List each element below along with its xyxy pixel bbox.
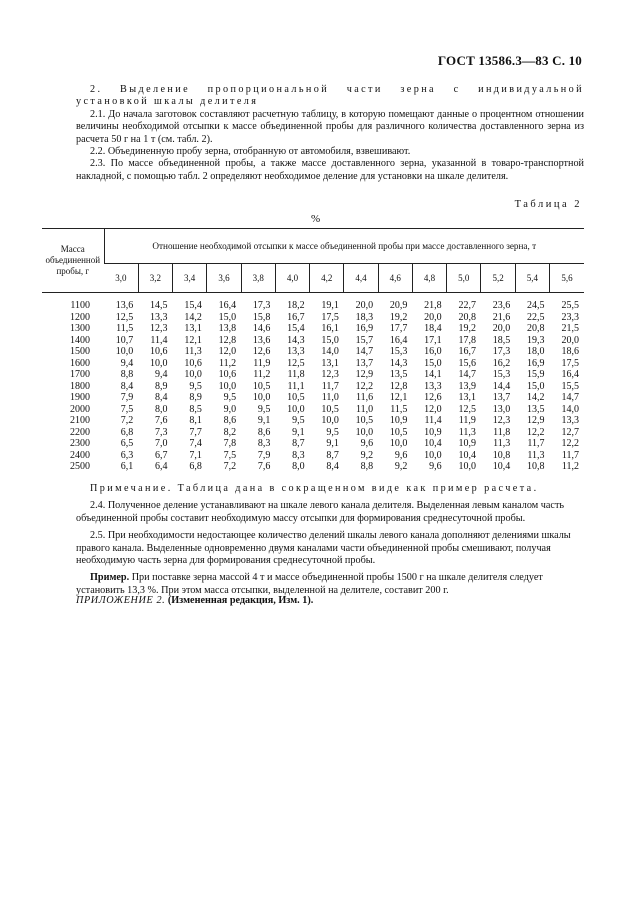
ratio-cell: 12,2 (355, 380, 374, 392)
ratio-cell: 9,1 (292, 426, 305, 438)
table-row (42, 438, 584, 450)
mass-cell: 1300 (70, 323, 91, 334)
mass-cell: 2500 (70, 461, 91, 472)
ratio-cell: 10,4 (492, 461, 511, 472)
ratio-group-header: Отношение необходимой отсыпки к массе объединенной пробы при массе доставленного зерна, т (104, 229, 584, 264)
ratio-cell: 10,0 (355, 426, 374, 438)
ratio-cell: 17,5 (321, 311, 339, 323)
ratio-cell: 13,1 (458, 392, 476, 403)
ratio-cell: 13,5 (389, 369, 408, 380)
ratio-cell: 7,9 (257, 449, 271, 461)
ratio-cell: 12,6 (424, 392, 442, 403)
ratio-cell: 18,4 (424, 323, 442, 334)
ratio-cell: 15,0 (321, 334, 339, 346)
ratio-cell: 10,8 (526, 461, 545, 472)
ratio-cell: 17,3 (252, 300, 271, 311)
table-row (42, 427, 584, 439)
ratio-cell: 14,2 (526, 392, 545, 403)
ratio-cell: 8,7 (292, 438, 305, 449)
ratio-cell: 8,6 (257, 426, 271, 438)
ratio-cell: 9,5 (326, 426, 339, 438)
ratio-cell: 11,7 (321, 380, 339, 392)
ratio-cell: 15,3 (492, 369, 511, 380)
ratio-cell: 13,5 (526, 403, 545, 415)
ratio-cell: 20,8 (458, 311, 476, 323)
ratio-cell: 13,1 (321, 357, 339, 369)
ratio-cell: 20,0 (561, 334, 579, 346)
table-row (42, 312, 584, 324)
ratio-cell: 16,9 (355, 323, 374, 334)
table-row (42, 293, 584, 312)
ratio-cell: 8,0 (155, 403, 168, 415)
ratio-cell: 13,3 (287, 346, 305, 357)
column-header-row (42, 264, 584, 293)
mass-cell: 1100 (70, 300, 91, 311)
ratio-cell: 13,7 (355, 357, 374, 369)
ratio-cell: 17,3 (492, 346, 511, 357)
ratio-cell: 8,6 (223, 415, 237, 426)
column-header: 4,0 (275, 264, 309, 293)
ratio-cell: 13,6 (252, 334, 271, 346)
ratio-cell: 11,9 (253, 357, 271, 369)
ratio-cell: 16,2 (492, 357, 511, 369)
ratio-cell: 7,9 (120, 392, 134, 403)
ratio-cell: 13,1 (184, 323, 202, 334)
ratio-cell: 12,7 (561, 426, 579, 438)
ratio-cell: 6,1 (120, 461, 134, 472)
mass-cell: 1800 (70, 380, 91, 392)
mass-column-header: Масса объединенной пробы, г (42, 229, 104, 293)
ratio-cell: 12,9 (526, 415, 545, 426)
ratio-cell: 9,6 (360, 438, 374, 449)
ratio-cell: 10,0 (389, 438, 408, 449)
ratio-cell: 21,5 (561, 323, 579, 334)
ratio-cell: 18,5 (492, 334, 511, 346)
ratio-cell: 12,2 (526, 426, 545, 438)
ratio-cell: 6,4 (155, 461, 168, 472)
column-header: 5,6 (549, 264, 584, 293)
ratio-cell: 9,1 (257, 415, 271, 426)
ratio-cell: 12,5 (458, 403, 476, 415)
ratio-cell: 9,0 (223, 403, 237, 415)
ratio-cell: 13,3 (424, 380, 442, 392)
ratio-cell: 19,3 (526, 334, 545, 346)
ratio-cell: 10,6 (184, 357, 202, 369)
mass-cell: 2400 (70, 449, 91, 461)
example-text: При поставке зерна массой 4 т и массе объединенной пробы 1500 г на шкале делителя следует установить 13,3 %. При этом масса отсыпки, выделенной на делителе, составит 200 г. (76, 572, 543, 596)
ratio-cell: 7,8 (223, 438, 237, 449)
ratio-cell: 10,0 (150, 357, 168, 369)
ratio-cell: 8,9 (189, 392, 202, 403)
ratio-cell: 7,7 (189, 426, 202, 438)
ratio-cell: 7,1 (189, 449, 202, 461)
table-row (42, 323, 584, 335)
column-header: 3,4 (173, 264, 207, 293)
ratio-cell: 14,3 (389, 357, 408, 369)
ratio-cell: 22,5 (526, 311, 545, 323)
ratio-cell: 17,8 (458, 334, 476, 346)
ratio-cell: 23,6 (492, 300, 511, 311)
ratio-cell: 13,0 (492, 403, 511, 415)
ratio-cell: 20,9 (389, 300, 408, 311)
mass-cell: 2100 (70, 415, 91, 426)
ratio-cell: 12,3 (150, 323, 168, 334)
mass-cell: 1600 (70, 357, 91, 369)
ratio-cell: 7,2 (223, 461, 237, 472)
column-header: 3,6 (207, 264, 241, 293)
annex-text: (Измененная редакция, Изм. 1). (167, 595, 314, 606)
ratio-cell: 14,6 (252, 323, 271, 334)
ratio-cell: 10,8 (492, 449, 511, 461)
ratio-cell: 10,0 (218, 380, 237, 392)
ratio-cell: 10,5 (321, 403, 339, 415)
ratio-cell: 10,5 (252, 380, 271, 392)
ratio-cell: 8,3 (257, 438, 271, 449)
ratio-cell: 12,0 (424, 403, 442, 415)
ratio-cell: 8,4 (155, 392, 168, 403)
mass-cell: 2300 (70, 438, 91, 449)
table-body (42, 293, 584, 473)
column-header: 5,2 (481, 264, 515, 293)
ratio-cell: 16,7 (287, 311, 305, 323)
ratio-cell: 7,4 (189, 438, 202, 449)
ratio-cell: 8,3 (292, 449, 305, 461)
paragraph-2-4: 2.4. Полученное деление устанавливают на шкале левого канала делителя. Выделенная левым каналом часть объединенной пробы составит необходимую массу отсыпки для формирования среднесуточной пробы. (76, 500, 565, 524)
ratio-cell: 20,0 (355, 300, 374, 311)
ratio-cell: 8,0 (292, 461, 305, 472)
ratio-cell: 16,0 (424, 346, 442, 357)
ratio-cell: 8,2 (223, 426, 237, 438)
ratio-cell: 13,3 (150, 311, 168, 323)
ratio-cell: 10,5 (389, 426, 408, 438)
ratio-cell: 14,0 (321, 346, 339, 357)
ratio-cell: 7,2 (120, 415, 134, 426)
ratio-cell: 6,7 (155, 449, 168, 461)
ratio-cell: 16,4 (218, 300, 237, 311)
ratio-cell: 22,7 (458, 300, 476, 311)
ratio-cell: 11,0 (321, 392, 339, 403)
ratio-cell: 9,2 (360, 449, 374, 461)
example-paragraph (76, 572, 584, 597)
annex-reference (76, 595, 313, 606)
ratio-cell: 9,4 (155, 369, 168, 380)
ratio-cell: 7,0 (155, 438, 168, 449)
ratio-cell: 14,0 (561, 403, 579, 415)
ratio-cell: 15,0 (424, 357, 442, 369)
mass-cell: 2000 (70, 403, 91, 415)
ratio-cell: 21,8 (424, 300, 442, 311)
ratio-cell: 10,6 (218, 369, 237, 380)
ratio-cell: 11,2 (253, 369, 271, 380)
ratio-cell: 15,6 (458, 357, 476, 369)
ratio-cell: 11,5 (116, 323, 134, 334)
document-header: ГОСТ 13586.3—83 С. 10 (437, 53, 582, 68)
ratio-cell: 8,7 (326, 449, 339, 461)
ratio-cell: 16,9 (526, 357, 545, 369)
ratio-cell: 15,4 (184, 300, 202, 311)
ratio-cell: 12,5 (287, 357, 305, 369)
ratio-cell: 11,3 (458, 426, 476, 438)
ratio-cell: 10,6 (150, 346, 168, 357)
ratio-cell: 10,0 (184, 369, 202, 380)
column-header: 4,8 (412, 264, 446, 293)
ratio-cell: 9,5 (189, 380, 202, 392)
mass-cell: 1700 (70, 369, 91, 380)
ratio-cell: 21,6 (492, 311, 511, 323)
ratio-cell: 11,3 (493, 438, 511, 449)
ratio-cell: 11,5 (390, 403, 408, 415)
ratio-cell: 18,6 (561, 346, 579, 357)
ratio-cell: 11,6 (356, 392, 374, 403)
table-row (42, 415, 584, 427)
ratio-cell: 8,8 (120, 369, 134, 380)
ratio-cell: 13,7 (492, 392, 511, 403)
ratio-cell: 19,1 (321, 300, 339, 311)
ratio-cell: 11,9 (458, 415, 476, 426)
ratio-cell: 12,0 (218, 346, 237, 357)
ratio-cell: 13,9 (458, 380, 476, 392)
table-note: Примечание. Таблица дана в сокращенном виде как пример расчета. (90, 483, 539, 494)
mass-cell: 1200 (70, 311, 91, 323)
ratio-cell: 19,2 (458, 323, 476, 334)
ratio-cell: 18,0 (526, 346, 545, 357)
paragraph-2-2: 2.2. Объединенную пробу зерна, отобранную от автомобиля, взвешивают. (90, 146, 411, 158)
ratio-cell: 11,7 (561, 449, 579, 461)
ratio-cell: 11,1 (287, 380, 305, 392)
ratio-cell: 9,5 (223, 392, 237, 403)
section-2-intro (76, 84, 584, 183)
ratio-cell: 7,3 (155, 426, 168, 438)
ratio-cell: 12,1 (389, 392, 408, 403)
ratio-cell: 9,2 (394, 461, 408, 472)
ratio-cell: 14,3 (287, 334, 305, 346)
ratio-cell: 10,0 (252, 392, 271, 403)
table-row (42, 450, 584, 462)
ratio-cell: 15,3 (389, 346, 408, 357)
ratio-cell: 12,2 (561, 438, 579, 449)
ratio-cell: 12,3 (492, 415, 511, 426)
ratio-cell: 15,0 (218, 311, 237, 323)
ratio-cell: 12,1 (184, 334, 202, 346)
ratio-cell: 25,5 (561, 300, 579, 311)
table-row (42, 358, 584, 370)
ratio-cell: 15,4 (287, 323, 305, 334)
ratio-cell: 10,0 (458, 461, 476, 472)
ratio-cell: 10,4 (458, 449, 476, 461)
ratio-cell: 11,7 (527, 438, 545, 449)
table-row (42, 369, 584, 381)
mass-cell: 1400 (70, 334, 91, 346)
ratio-cell: 10,4 (424, 438, 442, 449)
ratio-cell: 9,1 (326, 438, 339, 449)
ratio-cell: 15,0 (526, 380, 545, 392)
column-header: 3,8 (241, 264, 275, 293)
table-row (42, 461, 584, 473)
ratio-cell: 14,4 (492, 380, 511, 392)
ratio-cell: 14,2 (184, 311, 202, 323)
ratio-cell: 6,8 (189, 461, 202, 472)
ratio-cell: 14,7 (355, 346, 374, 357)
ratio-cell: 24,5 (526, 300, 545, 311)
ratio-cell: 7,5 (120, 403, 134, 415)
ratio-cell: 11,4 (150, 334, 168, 346)
ratio-cell: 14,1 (424, 369, 442, 380)
ratio-cell: 11,8 (493, 426, 511, 438)
ratio-cell: 11,3 (184, 346, 202, 357)
ratio-cell: 7,6 (257, 461, 271, 472)
ratio-cell: 16,7 (458, 346, 476, 357)
ratio-cell: 8,9 (155, 380, 168, 392)
ratio-cell: 10,9 (458, 438, 476, 449)
ratio-cell: 18,2 (287, 300, 305, 311)
ratio-cell: 9,5 (292, 415, 305, 426)
ratio-cell: 14,7 (458, 369, 476, 380)
ratio-cell: 13,8 (218, 323, 237, 334)
ratio-cell: 10,0 (321, 415, 339, 426)
ratio-cell: 15,9 (526, 369, 545, 380)
ratio-cell: 8,8 (360, 461, 374, 472)
paragraph-2-5: 2.5. При необходимости недостающее количество делений шкалы левого канала дополняют делениями шкалы правого канала. Выделенные одновременно двумя каналами части объединенной пробы смешивают, получая необходимую часть зерна для формирования среднесуточной пробы. (76, 530, 571, 567)
annex-label: ПРИЛОЖЕНИЕ 2. (76, 595, 166, 606)
ratio-cell: 11,4 (424, 415, 442, 426)
ratio-cell: 9,5 (257, 403, 271, 415)
ratio-cell: 16,4 (561, 369, 579, 380)
ratio-cell: 14,5 (150, 300, 168, 311)
ratio-cell: 23,3 (561, 311, 579, 323)
column-header: 4,4 (344, 264, 378, 293)
mass-cell: 2200 (70, 426, 91, 438)
ratio-cell: 20,0 (424, 311, 442, 323)
table-unit: % (311, 213, 321, 225)
ratio-cell: 8,4 (120, 380, 134, 392)
column-header: 3,2 (138, 264, 172, 293)
ratio-cell: 12,8 (218, 334, 237, 346)
ratio-cell: 12,9 (355, 369, 374, 380)
ratio-cell: 12,5 (115, 311, 134, 323)
mass-cell: 1500 (70, 346, 91, 357)
mass-cell: 1900 (70, 392, 91, 403)
table-row (42, 335, 584, 347)
column-header: 3,0 (104, 264, 138, 293)
column-header: 4,6 (378, 264, 412, 293)
ratio-cell: 15,5 (561, 380, 579, 392)
ratio-cell: 10,9 (424, 426, 442, 438)
ratio-cell: 10,0 (115, 346, 134, 357)
ratio-cell: 6,5 (120, 438, 134, 449)
ratio-cell: 9,4 (120, 357, 134, 369)
ratio-cell: 12,6 (252, 346, 271, 357)
ratio-table (42, 228, 584, 473)
ratio-cell: 11,2 (561, 461, 579, 472)
ratio-cell: 10,7 (115, 334, 134, 346)
ratio-cell: 16,4 (389, 334, 408, 346)
example-label: Пример. (90, 572, 130, 584)
ratio-cell: 9,6 (429, 461, 442, 472)
paragraph-2-1: 2.1. До начала заготовок составляют расчетную таблицу, в которую помещают данные о процентном отношении величины необходимой отсыпки к массе объединенной пробы для различного количества доставленного зерна из расчета 50 г на 1 т (см. табл. 2). (76, 108, 584, 145)
ratio-cell: 12,8 (389, 380, 408, 392)
ratio-cell: 8,5 (189, 403, 202, 415)
notes-block (76, 483, 584, 597)
ratio-cell: 13,3 (561, 415, 579, 426)
ratio-cell: 7,5 (223, 449, 237, 461)
ratio-cell: 8,1 (189, 415, 202, 426)
ratio-cell: 19,2 (389, 311, 408, 323)
ratio-cell: 11,2 (218, 357, 237, 369)
ratio-cell: 17,5 (561, 357, 579, 369)
ratio-cell: 15,8 (252, 311, 271, 323)
table-row (42, 392, 584, 404)
ratio-cell: 10,5 (287, 392, 305, 403)
ratio-cell: 10,5 (355, 415, 374, 426)
column-header: 5,0 (447, 264, 481, 293)
ratio-cell: 13,6 (115, 300, 134, 311)
ratio-cell: 6,3 (120, 449, 134, 461)
ratio-cell: 6,8 (120, 426, 134, 438)
ratio-cell: 12,3 (321, 369, 339, 380)
ratio-cell: 11,0 (356, 403, 374, 415)
ratio-cell: 11,8 (287, 369, 305, 380)
column-header: 4,2 (310, 264, 344, 293)
ratio-cell: 17,7 (389, 323, 408, 334)
ratio-cell: 17,1 (424, 334, 442, 346)
ratio-cell: 14,7 (561, 392, 579, 403)
table-row (42, 381, 584, 393)
ratio-cell: 10,9 (389, 415, 408, 426)
ratio-cell: 18,3 (355, 311, 374, 323)
section-2-title: 2. Выделение пропорциональной части зерна с индивидуальной установкой шкалы делителя (76, 84, 584, 108)
ratio-cell: 10,0 (424, 449, 442, 461)
ratio-cell: 8,4 (326, 461, 339, 472)
ratio-cell: 15,7 (355, 334, 374, 346)
ratio-cell: 16,1 (321, 323, 339, 334)
ratio-cell: 20,8 (526, 323, 545, 334)
table-caption: Таблица 2 (514, 199, 582, 210)
ratio-cell: 7,6 (155, 415, 168, 426)
column-header: 5,4 (515, 264, 549, 293)
ratio-cell: 9,6 (394, 449, 408, 461)
ratio-cell: 10,0 (287, 403, 305, 415)
ratio-cell: 20,0 (492, 323, 511, 334)
table-row (42, 404, 584, 416)
paragraph-2-3: 2.3. По массе объединенной пробы, а также массе доставленного зерна, указанной в товаро-транспортной накладной, с помощью табл. 2 определяют необходимое деление для установки на шкале делителя. (76, 158, 584, 182)
ratio-cell: 11,3 (527, 449, 545, 461)
table-row (42, 346, 584, 358)
